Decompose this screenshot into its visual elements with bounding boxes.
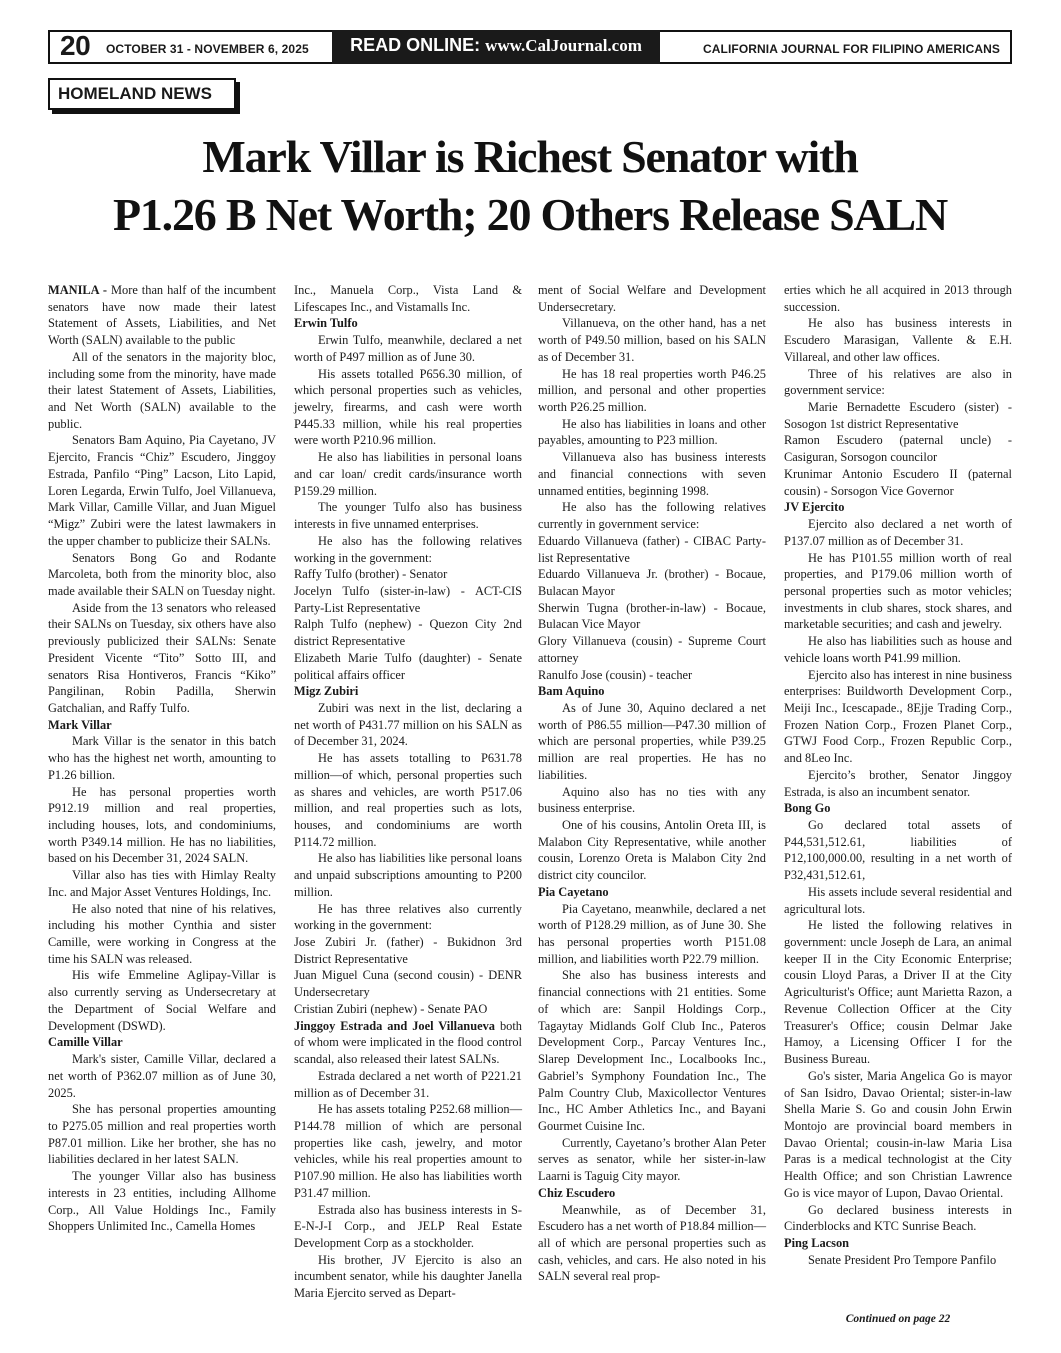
subheading: Migz Zubiri [294, 684, 359, 699]
article-column-2 [294, 282, 522, 1302]
page-number: 20 [60, 30, 91, 61]
paragraph: He also has liabilities like personal loans and unpaid subscriptions amounting to P200 million. [294, 851, 522, 899]
publication-name: CALIFORNIA JOURNAL FOR FILIPINO AMERICANS [703, 42, 1000, 56]
lead-text: More than half of the incumbent senators have now made their latest Statement of Assets, Liabilities, and Net Worth (SALN) available to the public [48, 283, 277, 348]
paragraph: He also has the following relatives working in the government: [294, 533, 522, 565]
paragraph: Senators Bong Go and Rodante Marcoleta, both from the minority bloc, also made available their SALN on Tuesday night. [48, 550, 276, 598]
paragraph: He also has business interests in Escudero Marasigan, Vallente & E.H. Villareal, and other law offices. [784, 316, 1012, 364]
paragraph: Aside from the 13 senators who released their SALNs on Tuesday, six others have also previously publicized their SALNs: Senate President Vicente “Tito” Sotto III, and senators Risa Hontiveros, Francis “Kiko” Pangilinan, Robin Padilla, Sherwin Gatchalian, and Raffy Tulfo. [48, 600, 276, 715]
relative-list-item: Ramon Escudero (paternal uncle) - Casiguran, Sorsogon councilor [784, 433, 1012, 465]
paragraph: Estrada also has business interests in S-E-N-J-I Corp., and JELP Real Estate Development Corp as a stockholder. [294, 1202, 522, 1250]
paragraph: Senators Bam Aquino, Pia Cayetano, JV Ejercito, Francis “Chiz” Escudero, Jinggoy Estrada, Panfilo “Ping” Lacson, Lito Lapid, Loren Legarda, Erwin Tulfo, Joel Villanueva, Mark Villar, Camille Villar, and Juan Miguel “Migz” Zubiri were the latest lawmakers in the upper chamber to publicize their SALNs. [48, 433, 276, 548]
paragraph: He also has liabilities in loans and other payables, amounting to P23 million. [538, 416, 766, 448]
paragraph: He also noted that nine of his relatives, including his mother Cynthia and sister Camille, were working in Congress at the time his SALN was released. [48, 901, 276, 966]
paragraph: The younger Villar also has business interests in 23 entities, including Allhome Corp., All Value Holdings Inc., Family Shoppers Unlimited Inc., Camella Homes [48, 1169, 276, 1234]
paragraph: Three of his relatives are also in government service: [784, 366, 1012, 398]
paragraph: Aquino also has no ties with any business enterprise. [538, 784, 766, 816]
paragraph: He has personal properties worth P912.19 million and real properties, including houses, lots, and condominiums, worth P349.14 million. He has no liabilities, based on his December 31, 2024 SALN. [48, 784, 276, 866]
read-online-label: READ ONLINE: [350, 35, 481, 55]
subheading: Ping Lacson [784, 1235, 850, 1250]
paragraph: Senate President Pro Tempore Panfilo [808, 1252, 997, 1267]
relative-list-item: Elizabeth Marie Tulfo (daughter) - Senate political affairs officer [294, 650, 522, 682]
paragraph: He has assets totalling to P631.78 million—of which, personal properties such as shares and vehicles, are worth P517.06 million, and real properties such as lots, houses, and condominiums are worth P114.72 million. [294, 751, 522, 849]
paragraph: She has personal properties amounting to P275.05 million and real properties worth P87.01 million. Like her brother, she has no liabilities declared in her latest SALN. [48, 1102, 276, 1167]
read-online-url[interactable]: www.CalJournal.com [485, 36, 642, 55]
relative-list-item: Eduardo Villanueva (father) - CIBAC Party-list Representative [538, 533, 766, 565]
lead-paragraph [294, 1018, 522, 1068]
relative-list-item: Eduardo Villanueva Jr. (brother) - Bocaue, Bulacan Mayor [538, 567, 766, 598]
paragraph: Ejercito also has interest in nine business enterprises: Buildworth Development Corp., Meiji Inc., Icescapade., 8Ejje Trading Corp., Frozen Nation Corp., Frozen Planet Corp., GTWJ Food Corp., Frozen Republic Corp., and 8Leo Inc. [784, 667, 1012, 766]
lead-in: MANILA - [48, 283, 111, 297]
paragraph: He has P101.55 million worth of real properties, and P179.06 million worth of personal properties such as motor vehicles; investments in club shares, stock shares, and marketable securities; and cash and jewelry. [784, 550, 1012, 632]
paragraph: He has assets totaling P252.68 million—P144.78 million of which are personal properties like cash, jewelry, and motor vehicles, while his real properties amount to P107.90 million. He also has liabilities worth P31.47 million. [294, 1102, 522, 1200]
relative-list-item: Raffy Tulfo (brother) - Senator [294, 567, 448, 582]
paragraph: He has three relatives also currently working in the government: [294, 901, 522, 933]
article-column-1 [48, 282, 276, 1235]
relative-list-item: Sherwin Tugna (brother-in-law) - Bocaue, Bulacan Vice Mayor [538, 600, 766, 632]
headline-line-2: P1.26 B Net Worth; 20 Others Release SALN [112, 189, 948, 240]
paragraph: Villanueva also has business interests and financial connections with seven unnamed entities, beginning 1998. [538, 450, 766, 498]
paragraph: He also has liabilities such as house and vehicle loans worth P41.99 million. [784, 634, 1012, 665]
paragraph: Zubiri was next in the list, declaring a net worth of P431.77 million on his SALN as of December 31, 2024. [294, 700, 522, 749]
paragraph: Mark Villar is the senator in this batch who has the highest net worth, amounting to P1.26 billion. [48, 734, 276, 782]
paragraph: All of the senators in the majority bloc, including some from the minority, have made their latest Statement of Assets, Liabilities, and Net Worth (SALN) available to the public. [48, 349, 276, 431]
article-headline [48, 128, 1012, 244]
continued-note: Continued on page 22 [845, 1313, 951, 1325]
paragraph: Inc., Manuela Corp., Vista Land & Lifescapes Inc., and Vistamalls Inc. [294, 283, 522, 314]
paragraph: Mark's sister, Camille Villar, declared a net worth of P362.07 million as of June 30, 2025. [48, 1052, 276, 1100]
paragraph: Villanueva, on the other hand, has a net worth of P49.50 million, based on his SALN as of December 31. [538, 316, 766, 364]
paragraph: Go declared business interests in Cinderblocks and KTC Sunrise Beach. [784, 1202, 1012, 1234]
subheading: Pia Cayetano [538, 884, 609, 899]
paragraph: Villar also has ties with Himlay Realty Inc. and Major Asset Ventures Holdings, Inc. [48, 868, 276, 899]
paragraph: His wife Emmeline Aglipay-Villar is also currently serving as Undersecretary at the Department of Social Welfare and Development (DSWD). [48, 968, 276, 1033]
subheading: Mark Villar [48, 717, 112, 732]
section-label: HOMELAND NEWS [48, 78, 236, 110]
article-column-3 [538, 282, 766, 1285]
paragraph: Erwin Tulfo, meanwhile, declared a net worth of P497 million as of June 30. [294, 333, 522, 364]
lead-paragraph [48, 282, 276, 349]
subheading: Camille Villar [48, 1035, 123, 1050]
paragraph: Go declared total assets of P44,531,512.61, liabilities of P12,100,000.00, resulting in a net worth of P32,431,512.61, [784, 818, 1012, 883]
subheading: Bam Aquino [538, 684, 605, 699]
paragraph: His assets include several residential and agricultural lots. [784, 884, 1012, 916]
paragraph: Ejercito’s brother, Senator Jinggoy Estrada, is also an incumbent senator. [784, 767, 1012, 799]
paragraph: His brother, JV Ejercito is also an incumbent senator, while his daughter Janella Maria Ejercito served as Depart- [294, 1252, 522, 1301]
subheading: Erwin Tulfo [294, 316, 358, 331]
relative-list-item: Ranulfo Jose (cousin) - teacher [538, 667, 693, 682]
lead-in: Jinggoy Estrada and Joel Villanueva [294, 1018, 495, 1033]
paragraph: As of June 30, Aquino declared a net worth of P86.55 million—P47.30 million of which are personal properties, while P39.25 million are real properties. He has no liabilities. [538, 700, 766, 782]
relative-list-item: Cristian Zubiri (nephew) - Senate PAO [294, 1001, 488, 1016]
paragraph: Go's sister, Maria Angelica Go is mayor of San Isidro, Davao Oriental; sister-in-law Shella Marie S. Go and cousin John Erwin Montojo are provincial board members in Davao Oriental; cousin-in-law Maria Lisa Paras is a medical technologist at the City Health Office; and son Christian Lawrence Go is vice mayor of Lupon, Davao Oriental. [784, 1068, 1012, 1200]
paragraph: He also has the following relatives currently in government service: [538, 500, 766, 532]
paragraph: His assets totalled P656.30 million, of which personal properties such as vehicles, jewelry, firearms, and cash were worth P445.33 million, while his real properties were worth P210.96 million. [294, 366, 522, 448]
subheading: Bong Go [784, 801, 831, 816]
page-header [48, 30, 1012, 64]
paragraph: Marie Bernadette Escudero (sister) - Sosogon 1st district Representative [784, 400, 1012, 431]
paragraph: He listed the following relatives in government: uncle Joseph de Lara, an animal keeper II in the City Economic Enterprise; cousin Lloyd Paras, a Driver II at the City Agriculturist's Office; aunt Marietta Razon, a Revenue Collection Officer at the City Treasurer's Office; cousin Delmar Jake Hamoy, a Licensing Officer I for the Business Bureau. [784, 918, 1012, 1067]
paragraph: He has 18 real properties worth P46.25 million, and personal and other properties worth P26.25 million. [538, 366, 766, 415]
relative-list-item: Juan Miguel Cuna (second cousin) - DENR Undersecretary [294, 968, 522, 1000]
paragraph: The younger Tulfo also has business interests in five unnamed enterprises. [294, 500, 522, 532]
relative-list-item: Glory Villanueva (cousin) - Supreme Court attorney [538, 634, 766, 665]
paragraph: Meanwhile, as of December 31, Escudero has a net worth of P18.84 million—all of which are personal properties such as cash, vehicles, and cars. He also noted in his SALN several real prop- [538, 1202, 766, 1284]
relative-list-item: Jocelyn Tulfo (sister-in-law) - ACT-CIS Party-List Representative [294, 583, 522, 615]
headline-line-1: Mark Villar is Richest Senator with [202, 131, 858, 182]
paragraph: One of his cousins, Antolin Oreta III, is Malabon City Representative, while another cousin, Lorenzo Oreta is Malabon City 2nd district city councilor. [538, 818, 766, 883]
relative-list-item: Jose Zubiri Jr. (father) - Bukidnon 3rd District Representative [294, 935, 522, 966]
paragraph: Estrada declared a net worth of P221.21 million as of December 31. [294, 1068, 522, 1100]
paragraph: ment of Social Welfare and Development Undersecretary. [538, 283, 766, 314]
issue-date: OCTOBER 31 - NOVEMBER 6, 2025 [106, 42, 309, 56]
relative-list-item: Krunimar Antonio Escudero II (paternal cousin) - Sorsogon Vice Governor [784, 466, 1012, 498]
lead-text: both of whom were implicated in the flood control scandal, also released their latest SALNs. [294, 1018, 522, 1067]
paragraph: Currently, Cayetano’s brother Alan Peter serves as senator, while her sister-in-law Laarni is Taguig City mayor. [538, 1135, 766, 1184]
subheading: Chiz Escudero [538, 1185, 616, 1200]
paragraph: Pia Cayetano, meanwhile, declared a net worth of P128.29 million, as of June 30. She has personal properties worth P151.08 million, and liabilities worth P22.79 million. [538, 901, 766, 966]
read-online-banner [332, 30, 660, 64]
paragraph: He also has liabilities in personal loans and car loan/ credit cards/insurance worth P159.29 million. [294, 450, 522, 498]
article-column-4 [784, 282, 1012, 1268]
subheading: JV Ejercito [784, 500, 845, 515]
paragraph: erties which he all acquired in 2013 through succession. [784, 283, 1012, 314]
paragraph: Ejercito also declared a net worth of P137.07 million as of December 31. [784, 517, 1012, 548]
relative-list-item: Ralph Tulfo (nephew) - Quezon City 2nd district Representative [294, 617, 522, 649]
paragraph: She also has business interests and financial connections with 21 entities. Some of which are: Sanpil Holdings Corp., Tagaytay Midlands Golf Club Inc., Pateros Development Corp., Parcay Ventures Inc., Slarep Development Inc., Localbooks Inc., Gabriel’s Symphony Foundation Inc., The Palm Country Club, Maxicollector Ventures Inc., HC Amber Athletics Inc., and Bayani Gourmet Cuisine Inc. [538, 968, 766, 1133]
